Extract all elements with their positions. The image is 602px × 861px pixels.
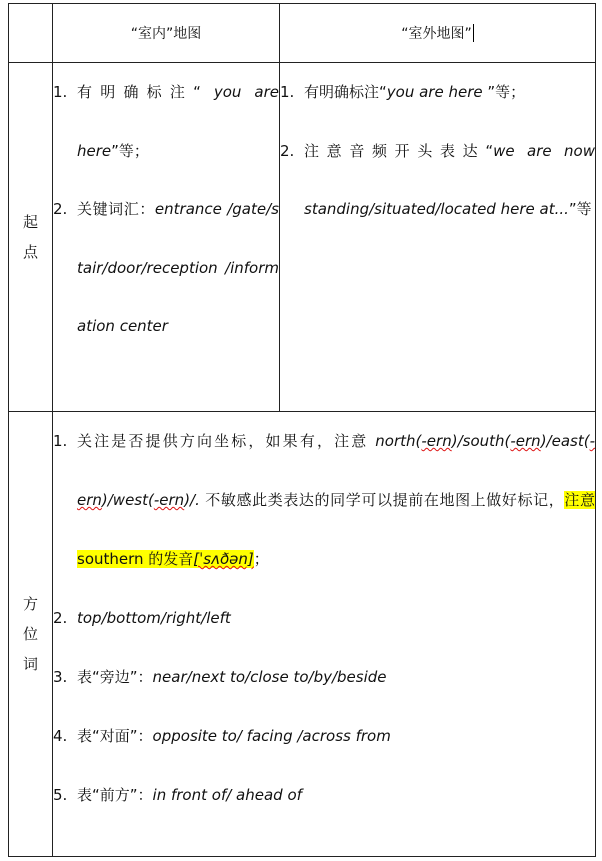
header-outdoor-cell[interactable] [280, 4, 596, 63]
start-indoor-cell [53, 63, 280, 412]
list-item [53, 412, 595, 589]
start-label: 起点 [22, 213, 38, 261]
header-indoor-cell [53, 4, 280, 63]
header-empty-cell [9, 4, 53, 63]
list-item [53, 648, 595, 707]
list-item [280, 122, 595, 239]
item-text: 表“对面”：opposite to/ facing /across from [77, 727, 391, 745]
item-number: 2. [53, 200, 68, 218]
list-item [53, 589, 595, 648]
direction-label-cell [9, 412, 53, 857]
highlight-southern: 注意 southern 的发音 [77, 491, 595, 568]
item-number: 3. [53, 668, 68, 686]
item-text: 表“旁边”：near/next to/close to/by/beside [77, 668, 387, 686]
list-item [53, 63, 279, 180]
item-text: 表“前方”：in front of/ ahead of [77, 786, 302, 804]
map-vocab-table [8, 3, 596, 857]
start-row [9, 63, 596, 412]
item-number: 1. [53, 83, 68, 101]
item-text: 关键词汇：entrance /gate/stair/door/reception /information center [77, 200, 279, 335]
item-text: 有明确标注“you are here ”等； [304, 83, 526, 101]
header-row [9, 4, 596, 63]
item-number: 5. [53, 786, 68, 804]
item-number: 4. [53, 727, 68, 745]
list-item [280, 63, 595, 122]
direction-row [9, 412, 596, 857]
item-text: 注意音频开头表达“we are now standing/situated/located here at...”等 [304, 141, 595, 218]
item-number: 1. [53, 432, 68, 450]
header-indoor-title: “室内”地图 [130, 26, 202, 42]
header-outdoor-title: “室外地图” [401, 26, 472, 42]
highlight-ipa: [ˈsʌðən] [193, 550, 254, 568]
direction-content-cell [53, 412, 596, 857]
item-number: 2. [53, 609, 68, 627]
item-number: 2. [280, 141, 295, 160]
item-text: 关注是否提供方向坐标，如果有，注意 north(-ern)/south(-ern)/east(-ern)/west(-ern)/. 不敏感此类表达的同学可以提前在地图上做好标记，注意 southern 的发音[ˈsʌðən]； [77, 432, 595, 568]
start-label-cell [9, 63, 53, 412]
list-item [53, 766, 595, 825]
list-item [53, 707, 595, 766]
item-text: top/bottom/right/left [77, 609, 231, 627]
text-cursor [473, 24, 474, 42]
list-item [53, 180, 279, 356]
direction-label: 方位词 [22, 595, 38, 673]
item-number: 1. [280, 83, 295, 101]
start-outdoor-cell [280, 63, 596, 412]
item-text: 有明确标注“ you are here”等； [77, 83, 279, 160]
